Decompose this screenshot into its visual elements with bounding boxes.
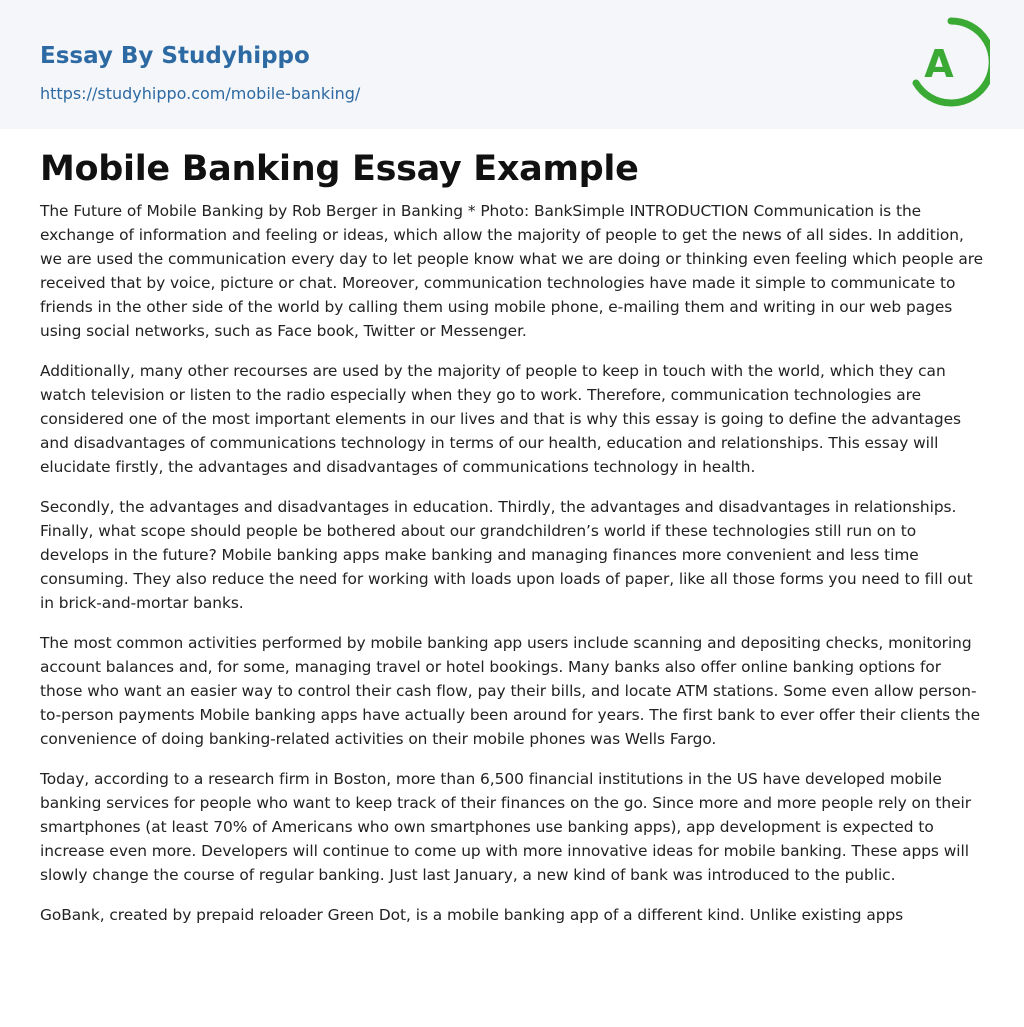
studyhippo-logo-icon[interactable] [910,17,990,107]
article-content [40,145,988,943]
article-paragraph-1: The Future of Mobile Banking by Rob Berger in Banking * Photo: BankSimple INTRODUCTION Communication is the exchange of information and feeling or ideas, which allow the majority of people to get the news of all sides. In addition, we are used the communication every day to let people know what we are doing or thinking even feeling which people are received that by voice, picture or chat. Moreover, communication technologies have made it simple to communicate to friends in the other side of the world by calling them using mobile phone, e-mailing them and writing in our web pages using social networks, such as Face book, Twitter or Messenger. [40,202,984,340]
article-paragraph-3: Secondly, the advantages and disadvantages in education. Thirdly, the advantages and disadvantages in relationships. Finally, what scope should people be bothered about our grandchildren’s world if these technologies still run on to develops in the future? Mobile banking apps make banking and managing finances more convenient and less time consuming. They also reduce the need for working with loads upon loads of paper, like all those forms you need to fill out in brick-and-mortar banks. [40,498,973,612]
article-paragraph-5: Today, according to a research firm in Boston, more than 6,500 financial institutions in the US have developed mobile banking services for people who want to keep track of their finances on the go. Since more and more people rely on their smartphones (at least 70% of Americans who own smartphones use banking apps), app development is expected to increase even more. Developers will continue to come up with more innovative ideas for mobile banking. These apps will slowly change the course of regular banking. Just last January, a new kind of bank was introduced to the public. [40,770,972,884]
source-url-link[interactable]: https://studyhippo.com/mobile-banking/ [40,84,361,103]
logo-letter: A [924,42,954,86]
site-header [0,0,1024,129]
site-title[interactable]: Essay By Studyhippo [40,43,310,69]
article-paragraph-2: Additionally, many other recourses are used by the majority of people to keep in touch with the world, which they can watch television or listen to the radio especially when they go to work. Therefore, communication technologies are considered one of the most important elements in our lives and that is why this essay is going to define the advantages and disadvantages of communications technology in terms of our health, education and relationships. This essay will elucidate firstly, the advantages and disadvantages of communications technology in health. [40,362,962,476]
article-paragraph-6: GoBank, created by prepaid reloader Green Dot, is a mobile banking app of a different kind. Unlike existing apps [40,906,904,924]
article-paragraph-4: The most common activities performed by mobile banking app users include scanning and depositing checks, monitoring account balances and, for some, managing travel or hotel bookings. Many banks also offer online banking options for those who want an easier way to control their cash flow, pay their bills, and locate ATM stations. Some even allow person-to-person payments Mobile banking apps have actually been around for years. The first bank to ever offer their clients the convenience of doing banking-related activities on their mobile phones was Wells Fargo. [40,634,980,748]
page-title: Mobile Banking Essay Example [40,149,639,189]
